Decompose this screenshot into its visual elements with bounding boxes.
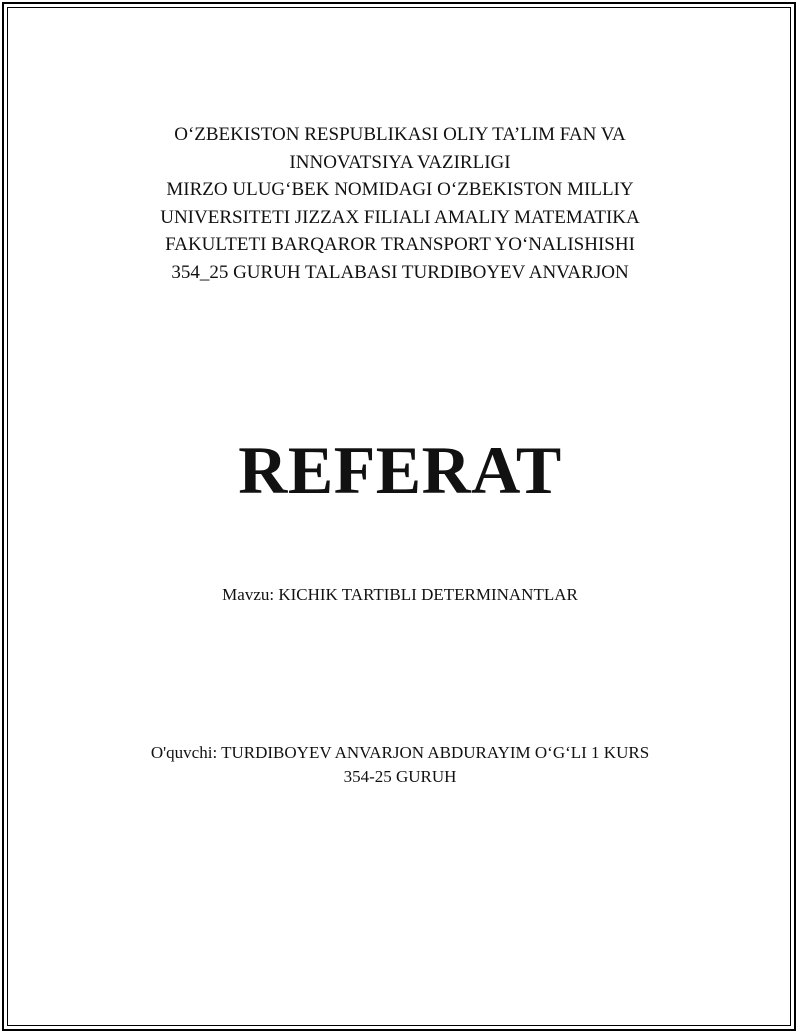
student-line: 354-25 GURUH: [343, 767, 457, 786]
student-line: O'quvchi: TURDIBOYEV ANVARJON ABDURAYIM O‘G‘LI 1 KURS: [150, 743, 650, 762]
institution-header: [60, 121, 740, 287]
header-line: MIRZO ULUG‘BEK NOMIDAGI O‘ZBEKISTON MILLIY: [166, 179, 634, 201]
header-line: UNIVERSITETI JIZZAX FILIALI AMALIY MATEMATIKA: [160, 206, 640, 228]
header-line: FAKULTETI BARQAROR TRANSPORT YO‘NALISHISHI: [165, 234, 635, 256]
header-line: 354_25 GURUH TALABASI TURDIBOYEV ANVARJON: [171, 261, 629, 283]
student-info: [60, 741, 740, 789]
topic-line: Mavzu: KICHIK TARTIBLI DETERMINANTLAR: [222, 585, 578, 604]
document-title: REFERAT: [238, 432, 562, 508]
header-line: O‘ZBEKISTON RESPUBLIKASI OLIY TA’LIM FAN VA: [174, 124, 626, 145]
header-line: INNOVATSIYA VAZIRLIGI: [289, 151, 511, 173]
